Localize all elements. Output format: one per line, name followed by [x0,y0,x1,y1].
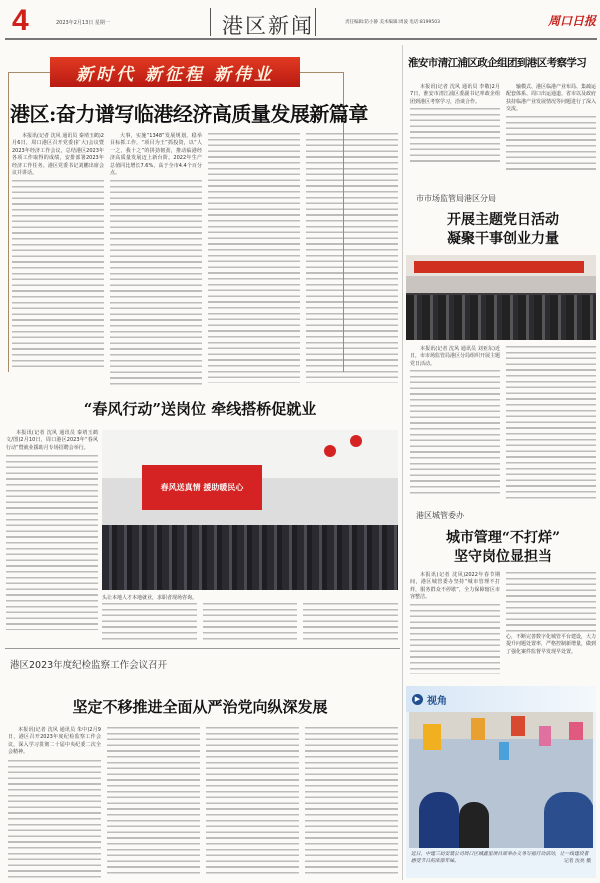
urban-tail: 心，不断完善数字化城管平台建设，大力提升问题处置率，严格控制新增量，做到了强化案件监督早发现早处置。 [506,634,597,655]
lantern [499,742,509,760]
market-headline-line2: 凝聚干事创业力量 [447,231,559,247]
lantern [423,724,441,750]
section-divider [210,8,211,36]
issue-date: 2023年2月13日 星期一 [56,20,110,26]
main-article-text: 大事，实施“1348”发展规划，稳举目标抓工作，“项目为王”抓投资，以“人一之，我十之”的拼劲韧劲，推动临港经济高质量发展迈上新台阶。2022年生产总值同比增长7.6%，高于全市4.4个百分点。 [110,133,202,177]
urban-lead: 本报讯(记者 沈风)2022年春节期间，港区城管委办坚持“城市管理不打烊，服务群众不停歇”，全力保障辖区市容整洁。 [410,572,500,601]
column-divider [402,45,403,880]
market-kicker: 市市场监管局港区分局 [416,194,496,203]
crowd [102,525,398,590]
urban-headline-line1: 城市管理“不打烊” [445,530,561,546]
discipline-lead: 本报讯(记者 沈风 通讯员 朱中)2月9日，港区召开2023年度纪检监察工作会议，深入学习贯彻二十届中央纪委二次全会精神。 [8,727,101,756]
huaian-article-body [410,84,596,176]
page-number: 4 [12,4,29,37]
perspective-header [406,686,596,712]
event-stage-banner [142,465,262,510]
discipline-headline: 坚定不移推进全面从严治党向纵深发展 [72,698,328,716]
jobs-headline: “春风行动”送岗位 牵线搭桥促就业 [83,400,317,418]
visitor [459,802,489,848]
urban-kicker: 港区城管委办 [416,511,464,520]
newspaper-logo: 周口日报 [548,14,597,28]
section-divider [315,8,316,36]
urban-article-body [410,572,596,676]
jobs-lead: 本报讯(记者 沈风 通讯员 秦靖玉鹤 文/图)2月10日，周口港区2023年“春风行动”暨就业援助月专场招聘会举行。 [6,430,98,451]
balloon-icon [350,435,362,447]
jobs-article-body [102,603,398,641]
lantern [539,726,551,746]
party-banner [414,261,584,273]
market-article-body [410,346,596,501]
lantern-photo [409,712,593,848]
slogan-banner [50,57,300,87]
lantern [569,722,583,740]
header-rule [5,38,597,40]
huaian-lead: 本报讯(记者 沈风 通讯员 李敬)2月7日，淮安市清江浦区委副书记率政企组团到港区考察学习，洽谈合作。 [410,84,500,105]
group-members [406,295,596,340]
perspective-caption-block [406,848,596,868]
jobs-lead-col [6,430,98,640]
main-article-lead: 本报讯(记者 沈风 通讯员 秦靖玉鹤)2月6日，周口港区召开党委(扩大)会议暨2023年经济工作会议，总结港区2023年各项工作取得的成绩，安排部署2023年经济工作任务。港区党委书记刘鹏出席会议并讲话。 [12,133,104,177]
perspective-box [406,686,596,878]
market-group-photo [406,255,596,340]
balloon-icon [324,445,336,457]
main-headline: 港区:奋力谱写临港经济高质量发展新篇章 [10,102,368,126]
section-title: 港区新闻 [222,14,314,38]
market-headline-line1: 开展主题党日活动 [447,212,559,228]
section-rule [5,648,400,649]
perspective-caption: 近日，中建三局安装公司周口区城鑫里项目部举办义务写福行动活动，让一线建设者感受节日的浓郁年味。 [411,852,589,864]
visitor [544,792,593,848]
discipline-kicker: 港区2023年度纪检监察工作会议召开 [10,660,168,671]
arrow-circle-icon: ▶ [412,694,423,705]
visitor [419,792,459,848]
stage-banner-text: 春风送真情 援助暖民心 [160,483,244,492]
jobs-photo [102,430,398,590]
urban-headline-line2: 坚守岗位显担当 [454,549,552,565]
lantern [471,718,485,740]
photo-credit: 记者 沈亮 摄 [563,859,591,864]
huaian-headline: 淮安市清江浦区政企组团到港区考察学习 [408,57,587,69]
main-article-body [12,133,398,383]
jobs-photo-caption: 头让本地人才本地就业，求职者现场咨询。 [102,595,198,601]
editor-credits: 责任编辑:防小静 美术编辑:周波 电话:8199503 [345,20,440,25]
huaian-text: 输模式、港区临港产业布局、集疏运配套体系、周口出运通道、省市以及政府扶持临港产业发展情况等问题进行了深入交流。 [506,84,597,113]
slogan-text: 新时代 新征程 新伟业 [76,64,274,85]
discipline-article-body [8,727,398,877]
market-lead: 本报讯(记者 沈风 通讯员 刘亚东)近日，市市场监管局港区分局组织开展主题党日活动。 [410,346,501,367]
perspective-title: 视角 [427,695,447,707]
lantern [511,716,525,736]
